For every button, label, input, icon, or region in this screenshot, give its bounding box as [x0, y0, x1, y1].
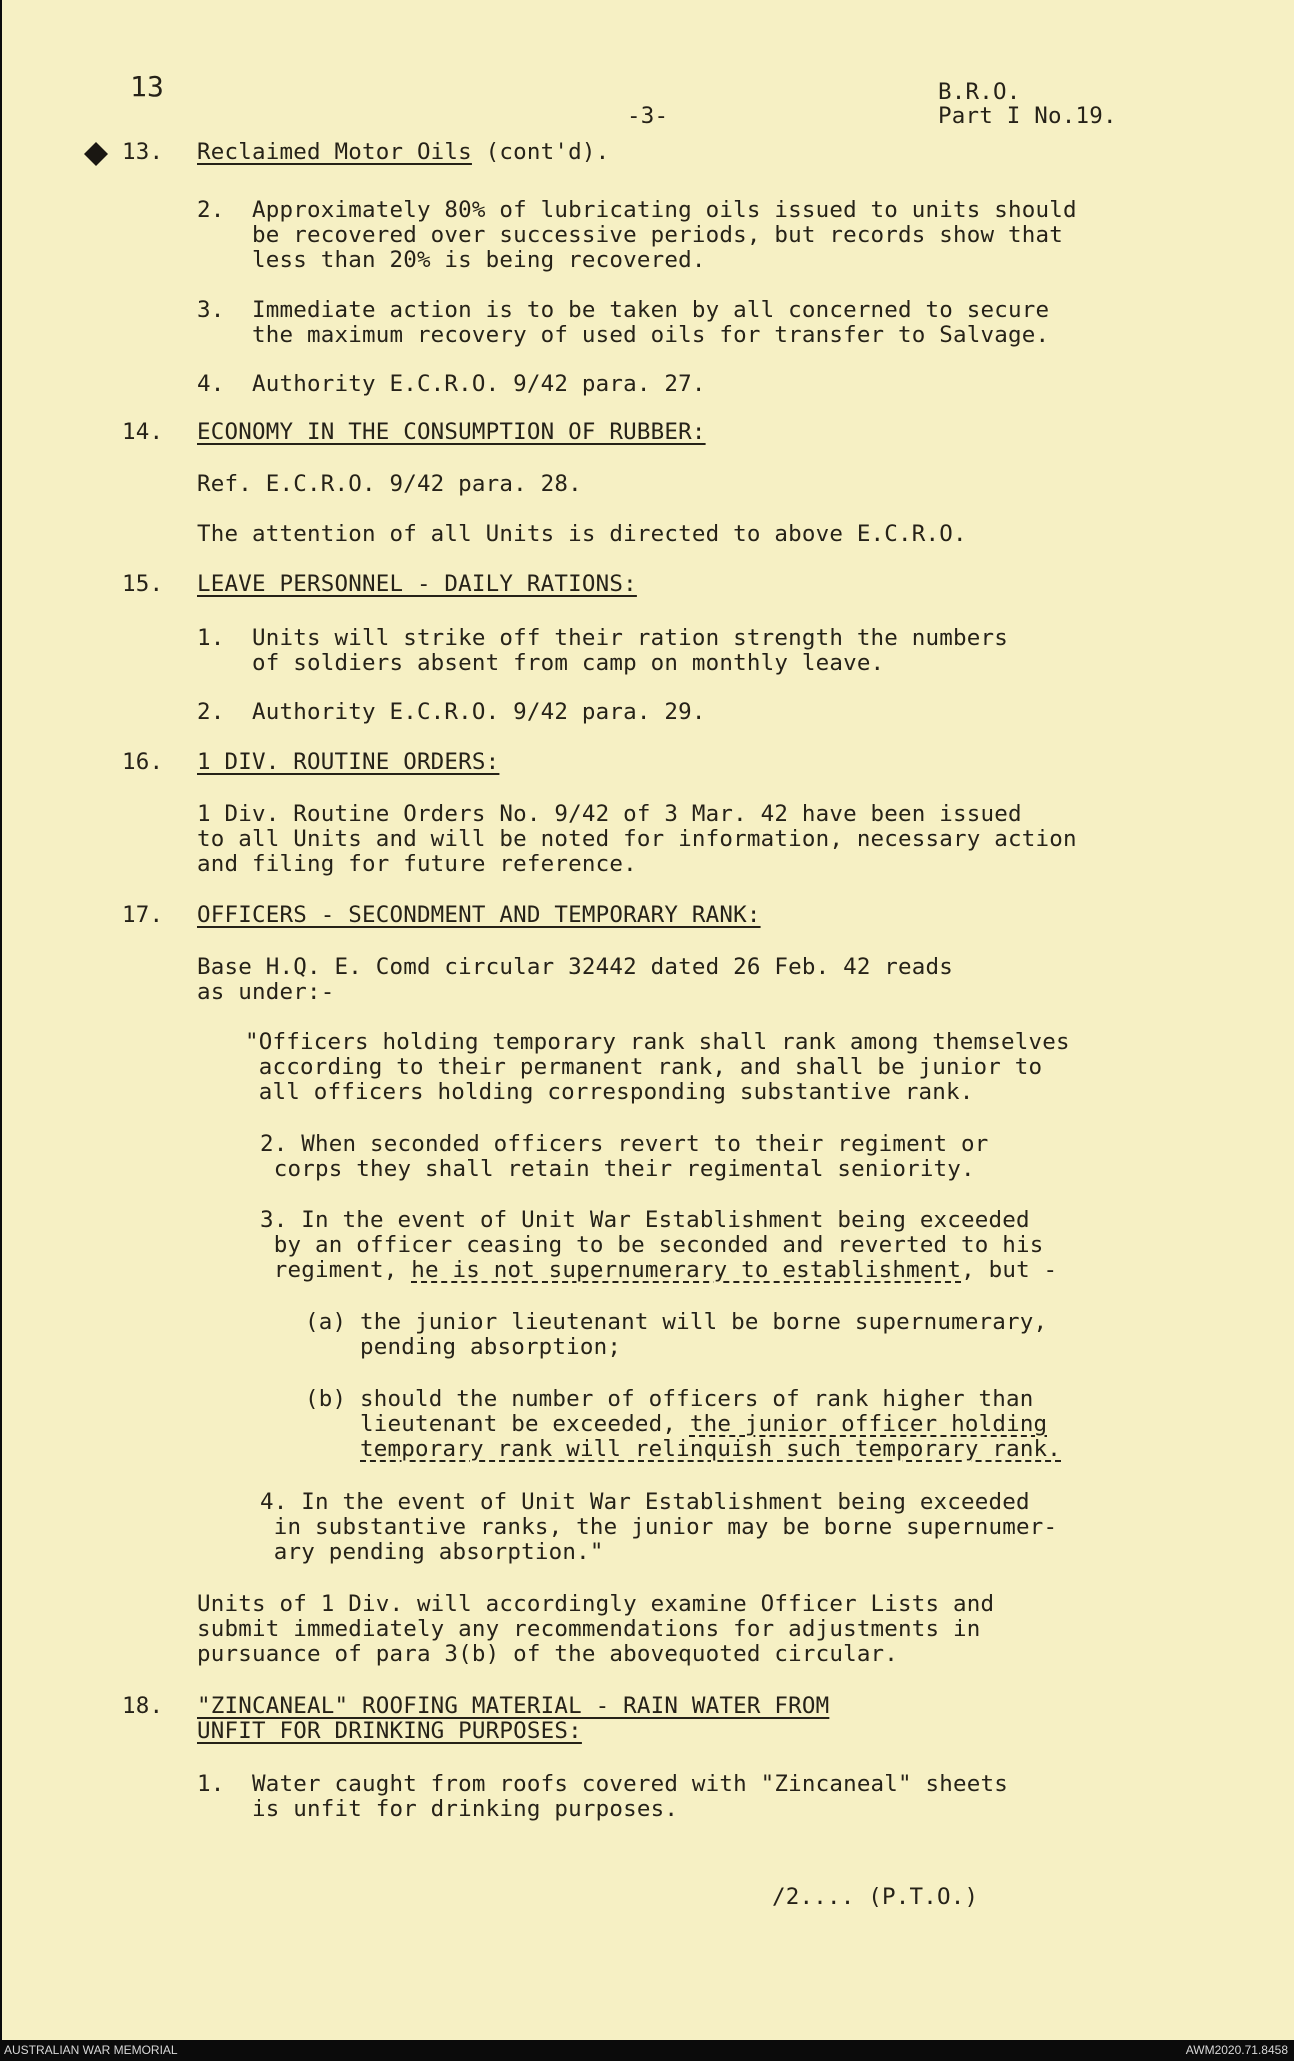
quote-para-1-line-2: according to their permanent rank, and shall be junior to — [245, 1054, 1043, 1080]
section-13-para-3-line-2: the maximum recovery of used oils for transfer to Salvage. — [197, 322, 1050, 348]
section-17-number: 17. — [122, 902, 164, 928]
document-page — [2, 0, 1294, 2040]
section-15-para-2: 2. Authority E.C.R.O. 9/42 para. 29. — [197, 699, 706, 725]
section-15-number: 15. — [122, 571, 164, 597]
section-18-para-1-line-2: is unfit for drinking purposes. — [197, 1796, 679, 1822]
section-16-line-1: 1 Div. Routine Orders No. 9/42 of 3 Mar. 42 have been issued — [197, 801, 1022, 827]
section-13-para-2-line-2: be recovered over successive periods, but records show that — [197, 222, 1064, 248]
quote-item-b-pre: lieutenant be exceeded, — [305, 1411, 690, 1437]
quote-para-3-post: , but - — [961, 1257, 1058, 1283]
quote-para-4-line-3: ary pending absorption." — [260, 1539, 604, 1565]
quote-item-b-line-3 — [305, 1437, 1061, 1462]
section-17-title: OFFICERS - SECONDMENT AND TEMPORARY RANK: — [197, 902, 761, 928]
page-number: -3- — [627, 103, 669, 129]
quote-item-b-line-1: (b) should the number of officers of rank higher than — [305, 1386, 1034, 1412]
section-18-para-1-line-1: 1. Water caught from roofs covered with "Zincaneal" sheets — [197, 1771, 1009, 1797]
section-18-title-line-2: UNFIT FOR DRINKING PURPOSES: — [197, 1718, 582, 1744]
section-13-para-4: 4. Authority E.C.R.O. 9/42 para. 27. — [197, 371, 706, 397]
quote-para-1-line-1: "Officers holding temporary rank shall rank among themselves — [245, 1029, 1070, 1055]
quote-para-2-line-1: 2. When seconded officers revert to their regiment or — [260, 1131, 989, 1157]
section-15-para-1-line-1: 1. Units will strike off their ration strength the numbers — [197, 625, 1009, 651]
ref-line-2: Part I No.19. — [938, 103, 1117, 129]
archive-footer — [0, 2040, 1294, 2061]
section-18-number: 18. — [122, 1693, 164, 1719]
quote-para-3-line-1: 3. In the event of Unit War Establishment being exceeded — [260, 1207, 1030, 1233]
section-13-title-text: Reclaimed Motor Oils — [197, 139, 472, 165]
section-13-para-2-line-3: less than 20% is being recovered. — [197, 247, 706, 273]
quote-para-2-line-2: corps they shall retain their regimental seniority. — [260, 1156, 975, 1182]
section-17-closing-line-1: Units of 1 Div. will accordingly examine Officer Lists and — [197, 1591, 995, 1617]
section-13-title — [197, 140, 609, 165]
section-15-para-1-line-2: of soldiers absent from camp on monthly leave. — [197, 650, 885, 676]
section-16-line-3: and filing for future reference. — [197, 851, 637, 877]
quote-item-a-line-1: (a) the junior lieutenant will be borne supernumerary, — [305, 1309, 1048, 1335]
quote-para-4-line-1: 4. In the event of Unit War Establishment being exceeded — [260, 1489, 1030, 1515]
section-14-text: The attention of all Units is directed to above E.C.R.O. — [197, 521, 967, 547]
section-17-intro-line-2: as under:- — [197, 979, 335, 1005]
section-16-title: 1 DIV. ROUTINE ORDERS: — [197, 749, 500, 775]
section-13-para-2-line-1: 2. Approximately 80% of lubricating oils issued to units should — [197, 197, 1077, 223]
ink-blot-icon — [82, 140, 112, 170]
quote-para-3-line-2: by an officer ceasing to be seconded and reverted to his — [260, 1232, 1044, 1258]
quote-para-3-pre: regiment, — [260, 1257, 412, 1283]
section-16-number: 16. — [122, 749, 164, 775]
quote-para-3-underlined: he is not supernumerary to establishment — [411, 1257, 962, 1283]
quote-para-4-line-2: in substantive ranks, the junior may be borne supernumer- — [260, 1514, 1058, 1540]
section-14-title: ECONOMY IN THE CONSUMPTION OF RUBBER: — [197, 419, 706, 445]
ref-line-1: B.R.O. — [938, 79, 1021, 105]
section-17-closing-line-3: pursuance of para 3(b) of the abovequoted circular. — [197, 1641, 899, 1667]
section-15-title: LEAVE PERSONNEL - DAILY RATIONS: — [197, 571, 637, 597]
continuation-note: /2.... (P.T.O.) — [772, 1884, 979, 1910]
section-13-number: 13. — [122, 139, 164, 165]
section-17-intro-line-1: Base H.Q. E. Comd circular 32442 dated 26 Feb. 42 reads — [197, 954, 954, 980]
quote-para-3-line-3 — [260, 1258, 1057, 1283]
section-18-title-line-1: "ZINCANEAL" ROOFING MATERIAL - RAIN WATER FROM — [197, 1693, 830, 1719]
quote-item-b-line-2 — [305, 1412, 1047, 1437]
quote-para-1-line-3: all officers holding corresponding substantive rank. — [245, 1079, 974, 1105]
footer-left: AUSTRALIAN WAR MEMORIAL — [4, 2043, 178, 2057]
section-14-number: 14. — [122, 419, 164, 445]
section-13-para-3-line-1: 3. Immediate action is to be taken by all concerned to secure — [197, 297, 1050, 323]
footer-right: AWM2020.71.8458 — [1185, 2043, 1288, 2057]
section-17-closing-line-2: submit immediately any recommendations for adjustments in — [197, 1616, 981, 1642]
section-13-title-suffix: (cont'd). — [471, 139, 610, 165]
quote-item-b-underlined-1: the junior officer holding — [689, 1411, 1048, 1437]
quote-item-b-underlined-2: temporary rank will relinquish such temporary rank. — [360, 1436, 1062, 1462]
section-16-line-2: to all Units and will be noted for information, necessary action — [197, 826, 1077, 852]
quote-item-a-line-2: pending absorption; — [305, 1334, 622, 1360]
corner-mark: 13 — [130, 70, 165, 103]
section-14-reference: Ref. E.C.R.O. 9/42 para. 28. — [197, 471, 582, 497]
